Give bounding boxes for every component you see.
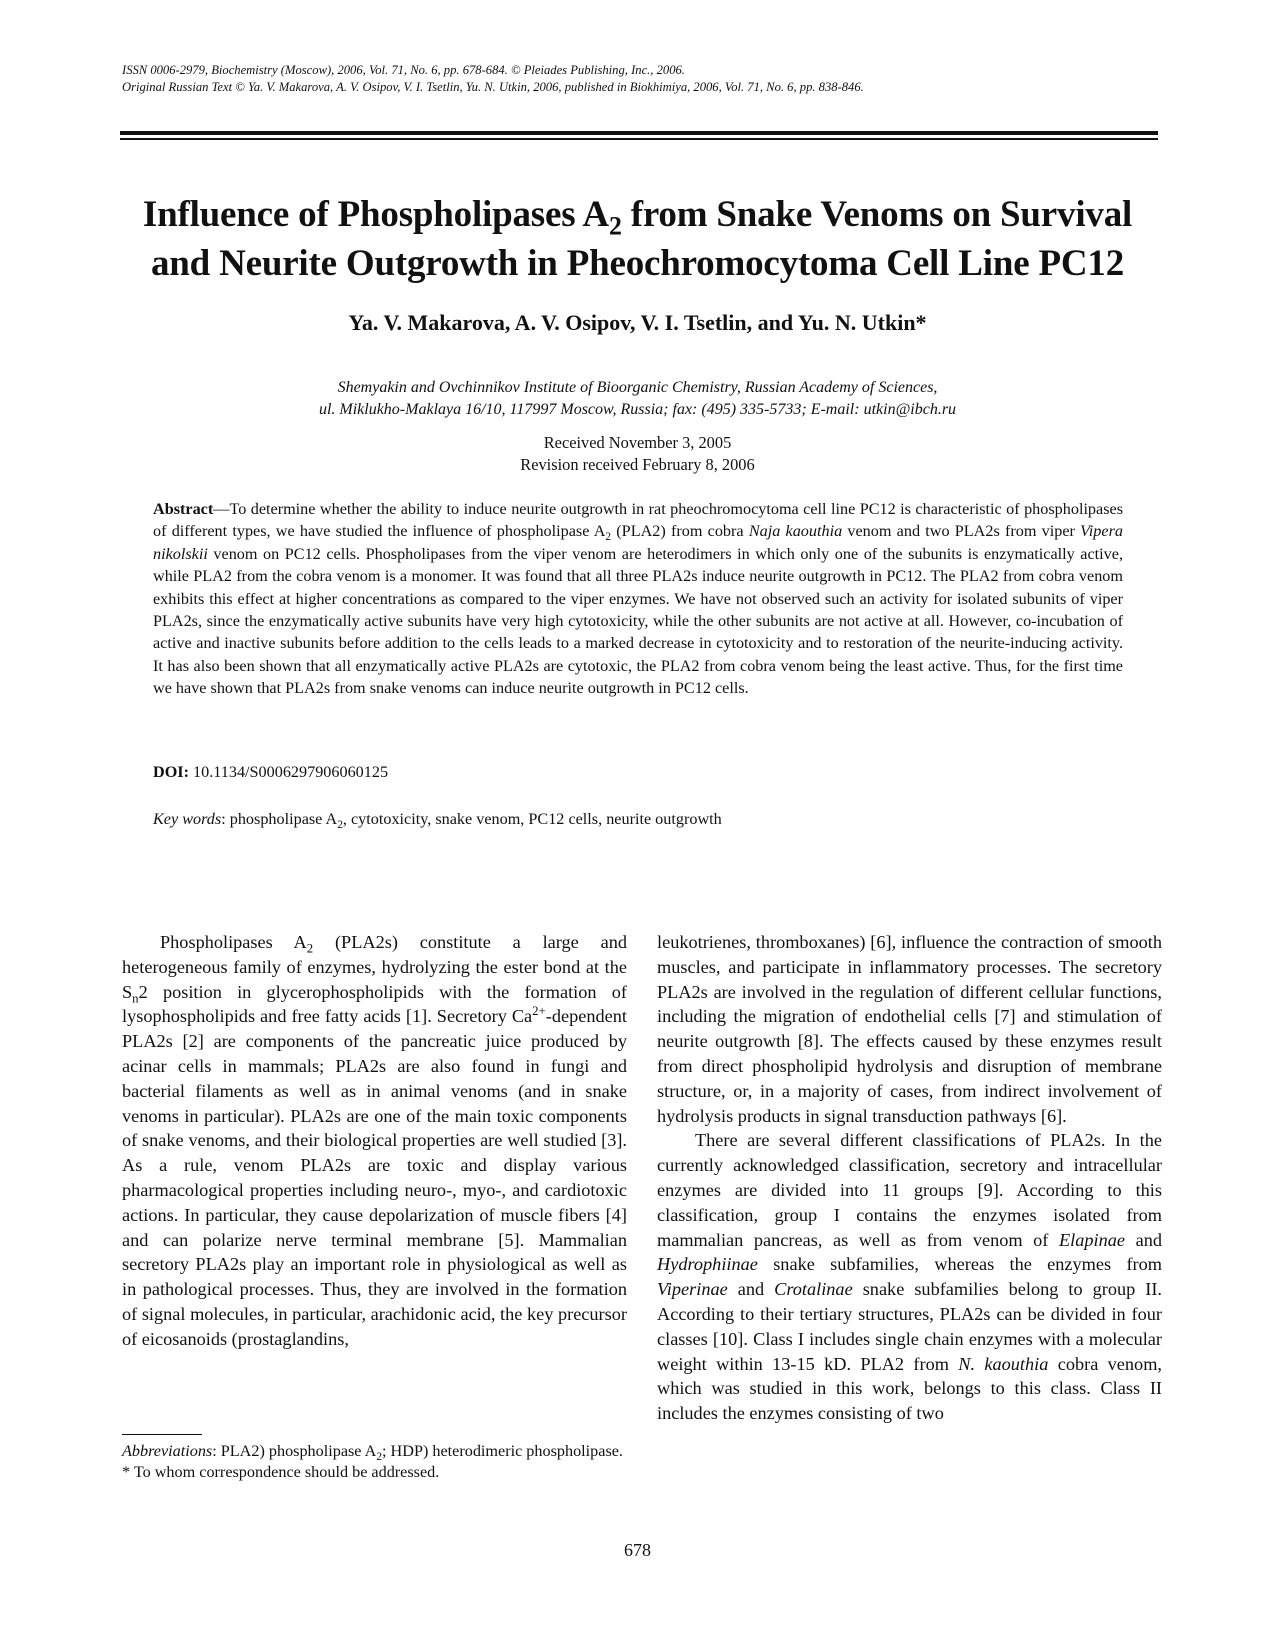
authors: Ya. V. Makarova, A. V. Osipov, V. I. Tsetlin, and Yu. N. Utkin* xyxy=(348,310,927,335)
body-column-right xyxy=(657,930,1162,1426)
revised-date: Revision received February 8, 2006 xyxy=(520,455,755,474)
header-rule-thick xyxy=(120,131,1158,135)
article-title: Influence of Phospholipases $A_2$ from Snake Venoms on Survival and Neurite Outgrowth in Pheochromocytoma Cell Line PC12 xyxy=(142,194,1133,284)
abstract-label: Abstract xyxy=(153,500,214,518)
keywords: Key words: phospholipase $A_2$, cytotoxicity, snake venom, PC12 cells, neurite outgrowth xyxy=(153,810,722,832)
footnote-rule xyxy=(122,1434,202,1435)
header-rule-thin xyxy=(120,138,1158,140)
abstract: Abstract—To determine whether the ability to induce neurite outgrowth in rat pheochromocytoma cell line PC12 is characteristic of phospholipases of different types, we have studied the influence of phospholipase $A_2$ (PLA2) from cobra Naja kaouthia venom and two PLA2s from viper Vipera nikolskii venom on PC12 cells. Phospholipases from the viper venom are heterodimers in which only one of the subunits is enzymatically active, while PLA2 from the cobra venom is a monomer. It was found that all three PLA2s induce neurite outgrowth in PC12. The PLA2 from cobra venom exhibits this effect at higher concentrations as compared to the viper enzymes. We have not observed such an activity for isolated subunits of viper PLA2s, since the enzymatically active subunits have very high cytotoxicity, while the other subunits are not active at all. However, co-incubation of active and inactive subunits before addition to the cells leads to a marked decrease in cytotoxicity and to restoration of the neurite-inducing activity. It has also been shown that all enzymatically active PLA2s are cytotoxic, the PLA2 from cobra venom being the least active. Thus, for the first time we have shown that PLA2s from snake venoms can induce neurite outgrowth in PC12 cells. xyxy=(153,500,1123,698)
page-number: 678 xyxy=(624,1540,651,1560)
header-line-2: Original Russian Text © Ya. V. Makarova, A. V. Osipov, V. I. Tsetlin, Yu. N. Utkin, 2006, published in Biokhimiya, 2006, Vol. 71, No. 6, pp. 838-846. xyxy=(122,80,864,94)
paragraph: leukotrienes, thromboxanes) [6], influence the contraction of smooth muscles, and participate in inflammatory processes. The secretory PLA2s are involved in the regulation of different cellular functions, including the migration of endothelial cells [7] and stimulation of neurite outgrowth [8]. The effects caused by these enzymes result from direct phospholipid hydrolysis and disruption of membrane structure, or, in a majority of cases, from indirect involvement of hydrolysis products in signal transduction pathways [6]. xyxy=(657,932,1162,1126)
correspondence-footnote: * To whom correspondence should be addressed. xyxy=(122,1463,440,1481)
paragraph: There are several different classifications of PLA2s. In the currently acknowledged classification, secretory and intracellular enzymes are divided into 11 groups [9]. According to this classification, group I contains the enzymes isolated from mammalian pancreas, as well as from venom of Elapinae and Hydrophiinae snake subfamilies, whereas the enzymes from Viperinae and Crotalinae snake subfamilies belong to group II. According to their tertiary structures, PLA2s can be divided in four classes [10]. Class I includes single chain enzymes with a molecular weight within 13-15 kD. PLA2 from N. kaouthia cobra venom, which was studied in this work, belongs to this class. Class II includes the enzymes consisting of two xyxy=(657,1130,1163,1424)
affiliation: Shemyakin and Ovchinnikov Institute of Bioorganic Chemistry, Russian Academy of Sciences, ul. Miklukho-Maklaya 16/10, 117997 Moscow, Russia; fax: (495) 335-5733; E-mail: utkin@ibch.ru xyxy=(318,379,957,418)
paragraph: Phospholipases $A_2$ (PLA2s) constitute a large and heterogeneous family of enzymes, hydrolyzing the ester bond at the $S_n2$ position in glycerophospholipids with the formation of lysophospholipids and free fatty acids [1]. Secretory $Ca^{2+}$-dependent PLA2s [2] are components of the pancreatic juice produced by acinar cells in mammals; PLA2s are also found in fungi and bacterial filaments as well as in animal venoms (and in snake venoms in particular). PLA2s are one of the main toxic components of snake venoms, and their biological properties are well studied [3]. As a rule, venom PLA2s are toxic and display various pharmacological properties including neuro-, myo-, and cardiotoxic actions. In particular, they cause depolarization of muscle fibers [4] and can polarize nerve terminal membrane [5]. Mammalian secretory PLA2s play an important role in physiological as well as in pathological processes. Thus, they are involved in the formation of signal molecules, in particular, arachidonic acid, the key precursor of eicosanoids (prostaglandins, xyxy=(122,932,627,1349)
body-column-left xyxy=(122,930,627,1352)
abbreviations-footnote: Abbreviations: PLA2) phospholipase $A_2$; HDP) heterodimeric phospholipase. xyxy=(122,1442,623,1464)
doi: DOI: 10.1134/S0006297906060125 xyxy=(153,763,389,781)
journal-header xyxy=(122,62,1162,96)
header-line-1: ISSN 0006-2979, Biochemistry (Moscow), 2006, Vol. 71, No. 6, pp. 678-684. © Pleiades Publishing, Inc., 2006. xyxy=(122,63,685,77)
received-date: Received November 3, 2005 xyxy=(543,433,732,452)
doi-link[interactable]: 10.1134/S0006297906060125 xyxy=(188,763,389,781)
received-dates xyxy=(100,432,1175,476)
footnotes xyxy=(122,1441,627,1483)
